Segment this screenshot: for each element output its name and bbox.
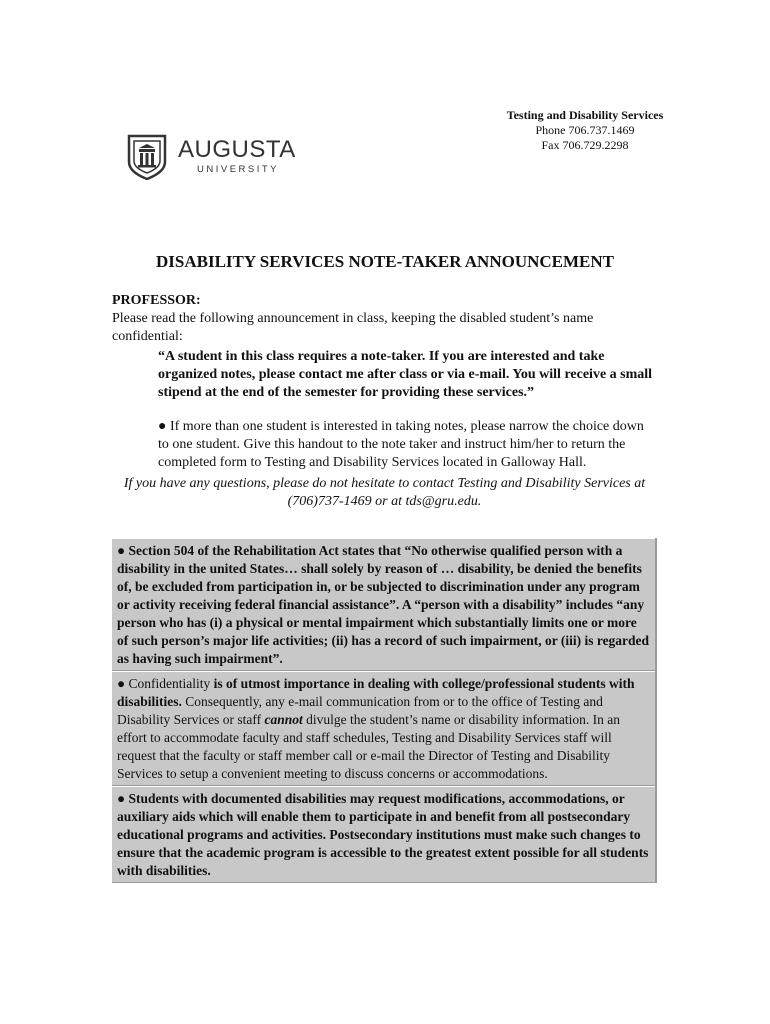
announcement-quote: “A student in this class requires a note-taker. If you are interested and take organized notes, please contact me after class or via e-mail. You will receive a small stipend at the end of the semester for providing these services.” [158,349,653,400]
logo-sub: UNIVERSITY [197,164,280,175]
confidentiality-box [112,671,655,786]
instruction-text: Please read the following announcement in class, keeping the disabled student’s name confidential: [112,311,594,344]
conf-mid: Consequently, any e-mail communication from or to the office of Testing and Disability Services or staff [117,694,603,727]
conf-bold: is of utmost importance in dealing with college/professional students with disabilities. [117,676,635,709]
note-taker-instructions: ● If more than one student is interested in taking notes, please narrow the choice down to one student. Give this handout to the note taker and instruct him/her to return the completed form to Testing and Disability Services located in Galloway Hall. [158,419,644,470]
conf-tail: divulge the student’s name or disability information. In an effort to accommodate faculty and staff schedules, Testing and Disability Services staff will request that the faculty or staff member call or e-mail the Director of Testing and Disability Services to setup a convenient meeting to discuss concerns or accommodations. [117,712,620,781]
contact-fax: Fax 706.729.2298 [541,138,629,152]
section-504-box: ● Section 504 of the Rehabilitation Act states that “No otherwise qualified person with a disability in the united States… shall solely by reason of … disability, be denied the benefits of, be excluded from participation in, or be subjected to discrimination under any program or activity receiving federal financial assistance”. A “person with a disability” includes “any person who has (i) a physical or mental impairment which substantially limits one or more of such person’s major life activities; (ii) has a record of such impairment, or (iii) is regarded as having such impairment”. [112,538,655,671]
contact-title: Testing and Disability Services [506,108,664,122]
page-title: DISABILITY SERVICES NOTE-TAKER ANNOUNCEMENT [155,252,615,271]
info-boxes [112,538,657,883]
augusta-university-logo [127,134,327,180]
professor-label: PROFESSOR: [112,293,201,308]
documented-disabilities-box: ● Students with documented disabilities may request modifications, accommodations, or auxiliary aids which will enable them to participate in and benefit from all postsecondary educational programs and activities. Postsecondary institutions must make such changes to ensure that the academic program is accessible to the greatest extent possible for all students with disabilities. [112,786,655,883]
announcement-body [112,292,657,511]
conf-cannot: cannot [264,712,303,727]
shield-icon [127,134,167,180]
questions-contact: If you have any questions, please do not hesitate to contact Testing and Disability Services at (706)737-1469 or at tds@gru.edu. [123,476,646,509]
contact-block [470,108,700,153]
conf-lead: ● Confidentiality [117,676,214,691]
logo-name: AUGUSTA [178,136,296,163]
contact-phone: Phone 706.737.1469 [535,123,635,137]
